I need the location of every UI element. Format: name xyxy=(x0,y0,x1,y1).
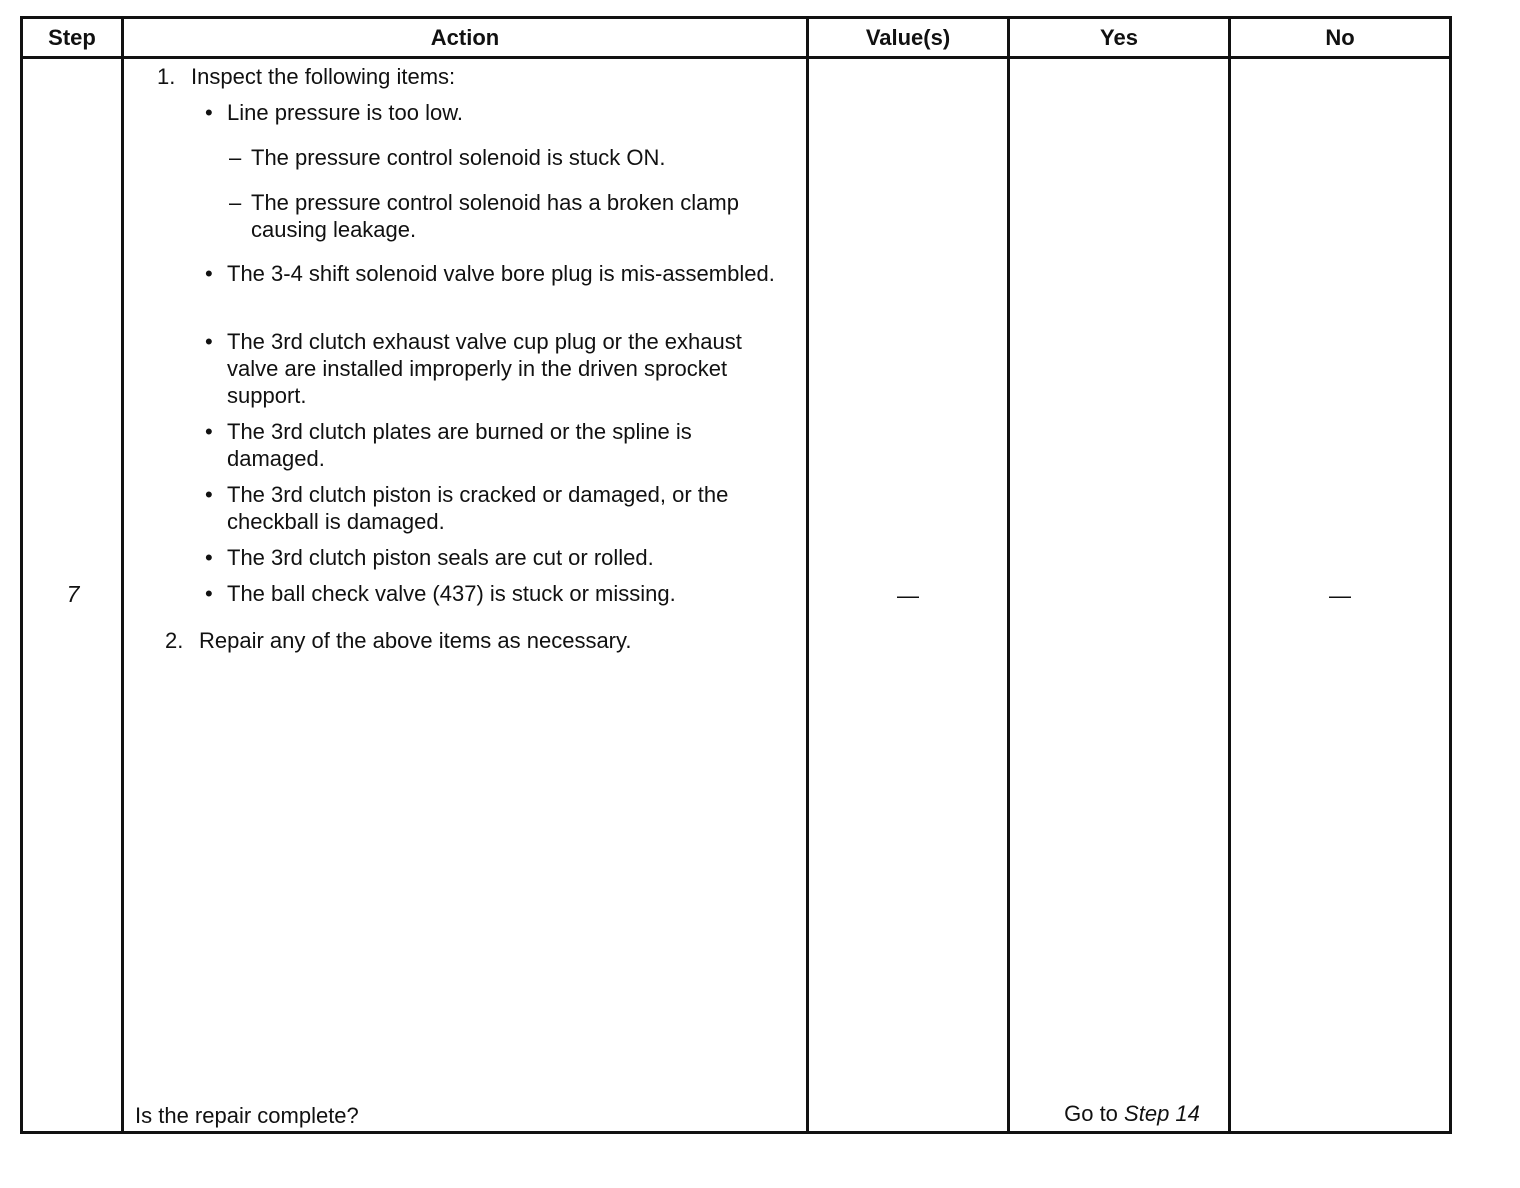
bullet-text: Line pressure is too low. xyxy=(227,100,464,125)
bullet-icon: • xyxy=(205,100,213,125)
header-action: Action xyxy=(430,25,500,50)
bullet-icon: • xyxy=(205,545,213,570)
bullet-item xyxy=(205,580,785,607)
header-step: Step xyxy=(48,25,96,50)
bullet-item xyxy=(205,418,785,472)
bullet-icon: • xyxy=(205,581,213,606)
diagnostic-table xyxy=(20,16,1452,1134)
dash-icon: – xyxy=(229,190,242,215)
sub-item-text: The pressure control solenoid has a broken clamp causing leakage. xyxy=(251,190,739,242)
no-cell: — xyxy=(1329,583,1351,608)
item-number: 2. xyxy=(165,628,184,653)
bullet-icon: • xyxy=(205,329,213,354)
column-divider xyxy=(1228,19,1231,1131)
bullet-item xyxy=(205,544,785,571)
bullet-item xyxy=(205,328,785,409)
sub-item xyxy=(229,189,789,243)
goto-step-link[interactable]: Step 14 xyxy=(1124,1101,1200,1126)
bullet-text: The 3rd clutch piston seals are cut or rolled. xyxy=(227,545,654,570)
action-item-1 xyxy=(157,63,455,90)
bullet-item xyxy=(205,99,785,126)
bullet-icon: • xyxy=(205,482,213,507)
bullet-item xyxy=(205,260,785,287)
bullet-text: The 3rd clutch plates are burned or the spline is damaged. xyxy=(227,419,692,471)
bullet-text: The 3-4 shift solenoid valve bore plug is mis-assembled. xyxy=(227,261,775,286)
header-values: Value(s) xyxy=(865,25,951,50)
values-cell: — xyxy=(897,583,919,608)
yes-cell xyxy=(1029,1101,1235,1127)
header-no: No xyxy=(1325,25,1355,50)
sub-item-text: The pressure control solenoid is stuck ON. xyxy=(251,145,666,170)
column-divider xyxy=(1007,19,1010,1131)
item-text: Inspect the following items: xyxy=(191,64,456,89)
bullet-icon: • xyxy=(205,261,213,286)
header-yes: Yes xyxy=(1100,25,1138,50)
bullet-item xyxy=(205,481,785,535)
bullet-text: The 3rd clutch exhaust valve cup plug or the exhaust valve are installed improperly in the driven sprocket support. xyxy=(227,329,742,408)
sub-item xyxy=(229,144,789,171)
item-text: Repair any of the above items as necessary. xyxy=(199,628,632,653)
bullet-text: The ball check valve (437) is stuck or missing. xyxy=(227,581,676,606)
bullet-icon: • xyxy=(205,419,213,444)
action-cell xyxy=(123,57,808,1131)
bullet-text: The 3rd clutch piston is cracked or damaged, or the checkball is damaged. xyxy=(227,482,729,534)
dash-icon: – xyxy=(229,145,242,170)
item-number: 1. xyxy=(157,64,176,89)
step-number: 7 xyxy=(66,581,80,607)
repair-question: Is the repair complete? xyxy=(135,1103,359,1128)
action-item-2 xyxy=(165,627,631,654)
goto-prefix: Go to xyxy=(1064,1101,1118,1126)
